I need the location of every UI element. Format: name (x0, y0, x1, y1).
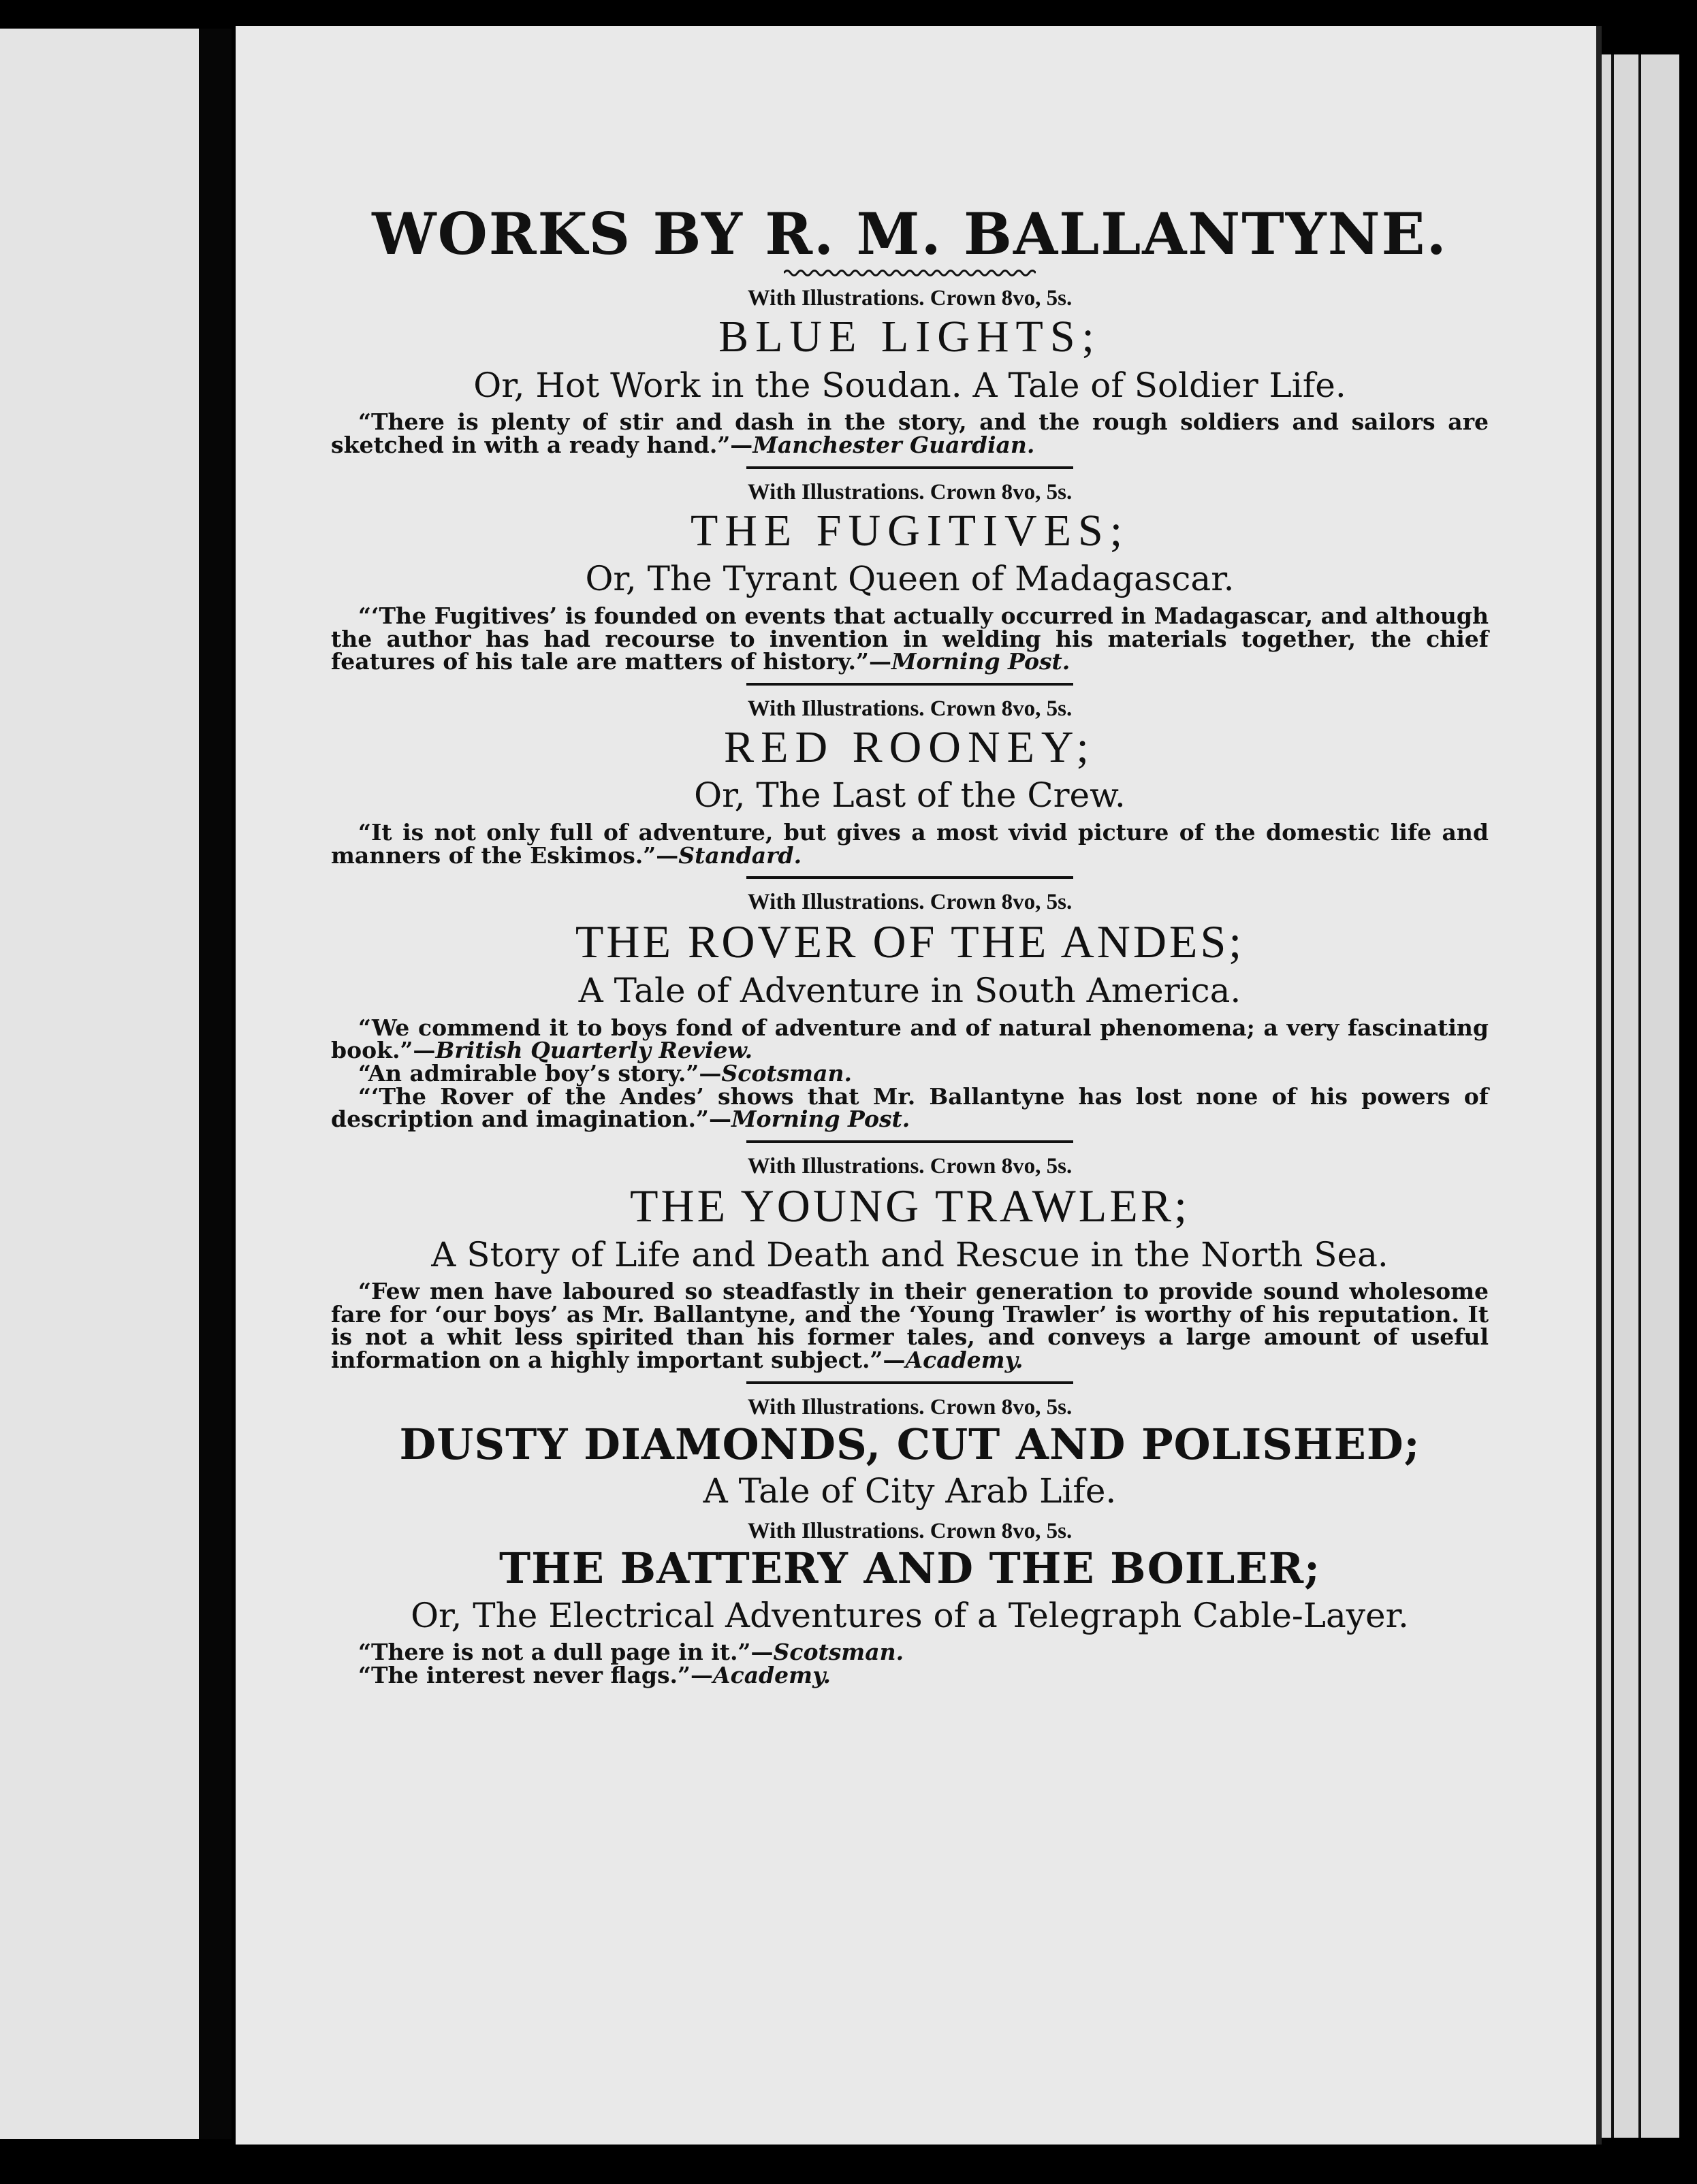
review-text: “It is not only full of adventure, but gives a most vivid picture of the domestic life and manners of the Eskimos.”— (331, 818, 1489, 869)
review-text: “‘The Rover of the Andes’ shows that Mr. Ballantyne has lost none of his powers of description and imagination.”— (331, 1082, 1489, 1133)
book-subtitle: A Tale of City Arab Life. (703, 1471, 1117, 1511)
review-source: Scotsman. (721, 1059, 852, 1087)
book-subtitle: Or, The Tyrant Queen of Madagascar. (585, 559, 1235, 599)
review-quote (331, 1280, 1489, 1372)
review-source: Manchester Guardian. (752, 432, 1035, 459)
section-divider (746, 876, 1073, 879)
review-text: “There is plenty of stir and dash in the story, and the rough soldiers and sailors are sketched in with a ready hand.”— (331, 408, 1489, 459)
review-quote (331, 602, 1489, 675)
review-quote (331, 408, 1489, 459)
book-title: THE FUGITIVES; (690, 505, 1130, 556)
book-gutter (199, 29, 232, 2139)
review-quotes (331, 408, 1489, 459)
section-divider (746, 466, 1073, 469)
book-format: With Illustrations. Crown 8vo, 5s. (747, 286, 1073, 311)
book-entry (317, 286, 1502, 468)
book-entry (317, 1519, 1502, 1686)
review-source: Morning Post. (891, 648, 1070, 675)
book-title: BLUE LIGHTS; (718, 312, 1101, 362)
section-divider (746, 1140, 1073, 1143)
decorative-wavy-rule (784, 268, 1036, 278)
book-format: With Illustrations. Crown 8vo, 5s. (747, 479, 1073, 504)
book-subtitle: A Tale of Adventure in South America. (578, 971, 1241, 1011)
book-title: THE BATTERY AND THE BOILER; (499, 1543, 1320, 1594)
book-title: RED ROONEY; (724, 722, 1096, 772)
book-title: DUSTY DIAMONDS, CUT AND POLISHED; (399, 1419, 1421, 1469)
review-quotes (331, 1641, 1489, 1686)
book-title: THE ROVER OF THE ANDES; (575, 916, 1245, 968)
review-source: Academy. (713, 1661, 831, 1688)
review-source: British Quarterly Review. (435, 1037, 753, 1064)
book-title: THE YOUNG TRAWLER; (629, 1179, 1190, 1232)
book-subtitle: Or, The Electrical Adventures of a Telegraph Cable-Layer. (411, 1595, 1409, 1635)
review-quote (331, 818, 1489, 869)
book-subtitle: A Story of Life and Death and Rescue in the North Sea. (431, 1234, 1389, 1274)
review-quote (331, 1661, 1489, 1688)
review-text: “‘The Fugitives’ is founded on events that actually occurred in Madagascar, and although the author has had recourse to invention in welding his materials together, the chief features of his tale are matters of history.”— (331, 602, 1489, 675)
section-divider (746, 683, 1073, 686)
review-text: “The interest never flags.”— (358, 1661, 714, 1688)
section-divider (746, 1381, 1073, 1384)
review-quotes (331, 818, 1489, 869)
book-format: With Illustrations. Crown 8vo, 5s. (747, 890, 1073, 915)
book-listings (317, 286, 1502, 1686)
review-quotes (331, 1280, 1489, 1372)
review-quote (331, 1082, 1489, 1133)
review-quote (331, 1059, 1489, 1087)
book-entry (317, 1154, 1502, 1384)
book-format: With Illustrations. Crown 8vo, 5s. (747, 696, 1073, 721)
book-entry (317, 696, 1502, 879)
book-entry (317, 480, 1502, 686)
page-title: WORKS BY R. M. BALLANTYNE. (372, 200, 1448, 268)
review-text: “We commend it to boys fond of adventure and of natural phenomena; a very fascinating book.”— (331, 1014, 1489, 1064)
review-text: “Few men have laboured so steadfastly in their generation to provide sound wholesome fare for ‘our boys’ as Mr. Ballantyne, and the ‘Young Trawler’ is worthy of his reputation. It is not a whit less spirited than his former tales, and conveys a large amount of useful information on a highly important subject.”— (331, 1278, 1489, 1374)
book-entry (317, 890, 1502, 1143)
review-quotes (331, 602, 1489, 675)
review-source: Standard. (678, 841, 802, 869)
review-text: “An admirable boy’s story.”— (358, 1059, 722, 1087)
review-quotes (331, 1016, 1489, 1131)
review-text: “There is not a dull page in it.”— (358, 1639, 774, 1666)
book-format: With Illustrations. Crown 8vo, 5s. (747, 1394, 1073, 1419)
book-subtitle: Or, The Last of the Crew. (694, 775, 1126, 816)
facing-page (0, 29, 199, 2139)
review-source: Academy. (905, 1347, 1024, 1374)
review-source: Scotsman. (773, 1639, 904, 1666)
book-entry (317, 1395, 1502, 1511)
review-source: Morning Post. (731, 1106, 910, 1133)
book-subtitle: Or, Hot Work in the Soudan. A Tale of Soldier Life. (473, 365, 1346, 405)
advertisement-page (236, 26, 1602, 2145)
review-quote (331, 1016, 1489, 1062)
book-format: With Illustrations. Crown 8vo, 5s. (747, 1519, 1073, 1544)
page-content (317, 200, 1502, 1688)
review-quote (331, 1641, 1489, 1664)
book-format: With Illustrations. Crown 8vo, 5s. (747, 1153, 1073, 1178)
